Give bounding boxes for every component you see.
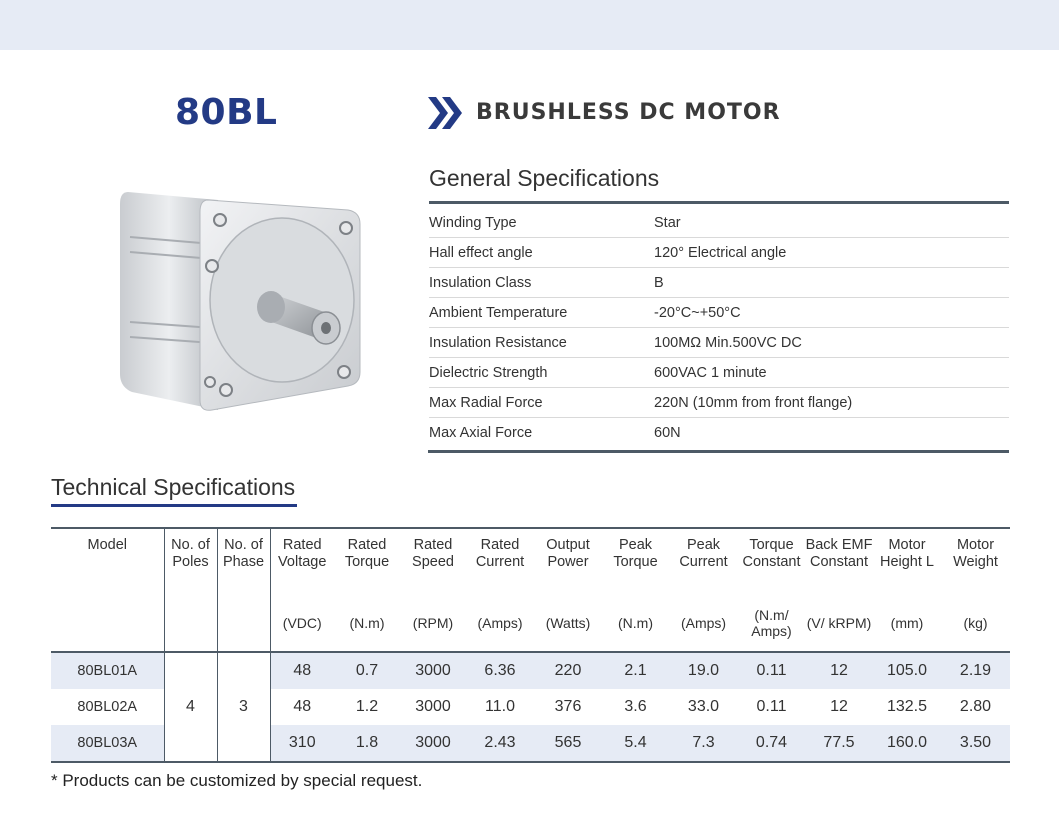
technical-specs-table [51,527,1010,763]
table-cell: 105.0 [873,652,941,689]
unit-label: (N.m) [602,595,669,652]
phase-cell: 3 [217,652,270,762]
poles-cell: 4 [164,652,217,762]
table-row [51,652,1010,689]
unit-label: (Amps) [669,595,738,652]
table-cell: 160.0 [873,725,941,762]
table-cell: 0.74 [738,725,805,762]
table-cell: 12 [805,652,873,689]
spec-label: Max Axial Force [429,424,533,441]
table-cell: 2.43 [466,725,534,762]
table-row [429,358,1009,388]
table-cell: 2.19 [941,652,1010,689]
col-header-rated-current: Rated Current [466,528,534,595]
table-row [429,298,1009,328]
col-header-rated-torque: Rated Torque [334,528,400,595]
col-header-back-emf: Back EMF Constant [805,528,873,595]
col-header-motor-height: Motor Height L [873,528,941,595]
table-cell: 2.80 [959,698,992,715]
spec-value: B [654,268,1009,298]
table-cell: 565 [534,725,602,762]
top-band [0,0,1059,50]
spec-label: Insulation Resistance [429,328,654,358]
unit-label: (VDC) [270,595,334,652]
table-cell: 0.11 [738,652,805,689]
table-cell: 77.5 [805,725,873,762]
product-heading: BRUSHLESS DC MOTOR [476,100,781,125]
footnote: * Products can be customized by special request. [51,771,423,790]
technical-specs-underline [51,504,297,507]
technical-specs-title: Technical Specifications [51,474,296,500]
table-cell: 11.0 [485,698,515,715]
table-cell: 376 [554,698,582,715]
table-cell: 33.0 [687,698,720,715]
col-header-peak-current: Peak Current [669,528,738,595]
col-header-torque-constant: Torque Constant [738,528,805,595]
col-header-motor-weight: Motor Weight [941,528,1010,595]
double-chevron-right-icon [428,97,464,129]
table-cell: 220 [534,652,602,689]
general-specs-bottom-rule [428,450,1009,453]
table-cell: 0.7 [334,652,400,689]
table-cell: 3000 [400,652,466,689]
table-cell: 48 [270,652,334,689]
col-header-rated-voltage: Rated Voltage [270,528,334,595]
model-title: 80BL [175,92,278,133]
table-cell: 310 [270,725,334,762]
table-row [429,388,1009,418]
unit-label: (V/ kRPM) [805,595,873,652]
unit-label: (kg) [941,595,1010,652]
unit-label: (Watts) [534,595,602,652]
table-cell: 3.6 [624,698,647,715]
table-cell: 3000 [400,725,466,762]
spec-label: Max Radial Force [429,388,654,418]
spec-label: Insulation Class [429,268,654,298]
spec-label: Hall effect angle [429,238,654,268]
table-cell: 1.8 [334,725,400,762]
unit-label: (mm) [873,595,941,652]
table-cell: 7.3 [669,725,738,762]
spec-value: -20°C~+50°C [654,298,1009,328]
table-cell: 3000 [415,698,451,715]
table-cell: 6.36 [466,652,534,689]
table-row [429,238,1009,268]
spec-value: 220N (10mm from front flange) [654,388,1009,418]
unit-label: (N.m) [334,595,400,652]
col-header-model: Model [51,528,164,652]
col-header-output-power: Output Power [534,528,602,595]
table-cell: 0.11 [756,698,787,715]
general-specs-top-rule [429,201,1009,204]
unit-label: (Amps) [466,595,534,652]
table-cell: 1.2 [355,698,379,715]
table-cell: 2.1 [602,652,669,689]
model-cell: 80BL02A [51,689,164,725]
spec-label: Dielectric Strength [429,358,654,388]
spec-value: Star [654,208,1009,238]
spec-label: Winding Type [429,208,654,238]
table-row [429,418,1009,448]
motor-photo [108,182,368,420]
table-row [429,328,1009,358]
col-header-poles: No. of Poles [164,528,217,652]
model-cell: 80BL01A [51,652,164,689]
table-row [429,208,1009,238]
spec-value: 60N [654,424,681,441]
table-cell: 12 [830,698,848,715]
spec-label: Ambient Temperature [429,298,654,328]
table-cell: 3.50 [941,725,1010,762]
header-row [51,528,1010,595]
table-cell: 5.4 [602,725,669,762]
col-header-phase: No. of Phase [217,528,270,652]
col-header-rated-speed: Rated Speed [400,528,466,595]
table-cell: 19.0 [669,652,738,689]
spec-value: 100MΩ Min.500VC DC [654,328,1009,358]
model-cell: 80BL03A [51,725,164,762]
spec-value: 120° Electrical angle [654,238,1009,268]
spec-value: 600VAC 1 minute [654,358,1009,388]
general-specs-title: General Specifications [429,165,660,191]
general-specs-table [429,208,1009,447]
unit-label: (N.m/ Amps) [738,595,805,652]
table-cell: 132.5 [886,698,928,715]
table-row [429,268,1009,298]
table-cell: 48 [293,698,312,715]
unit-label: (RPM) [400,595,466,652]
col-header-peak-torque: Peak Torque [602,528,669,595]
